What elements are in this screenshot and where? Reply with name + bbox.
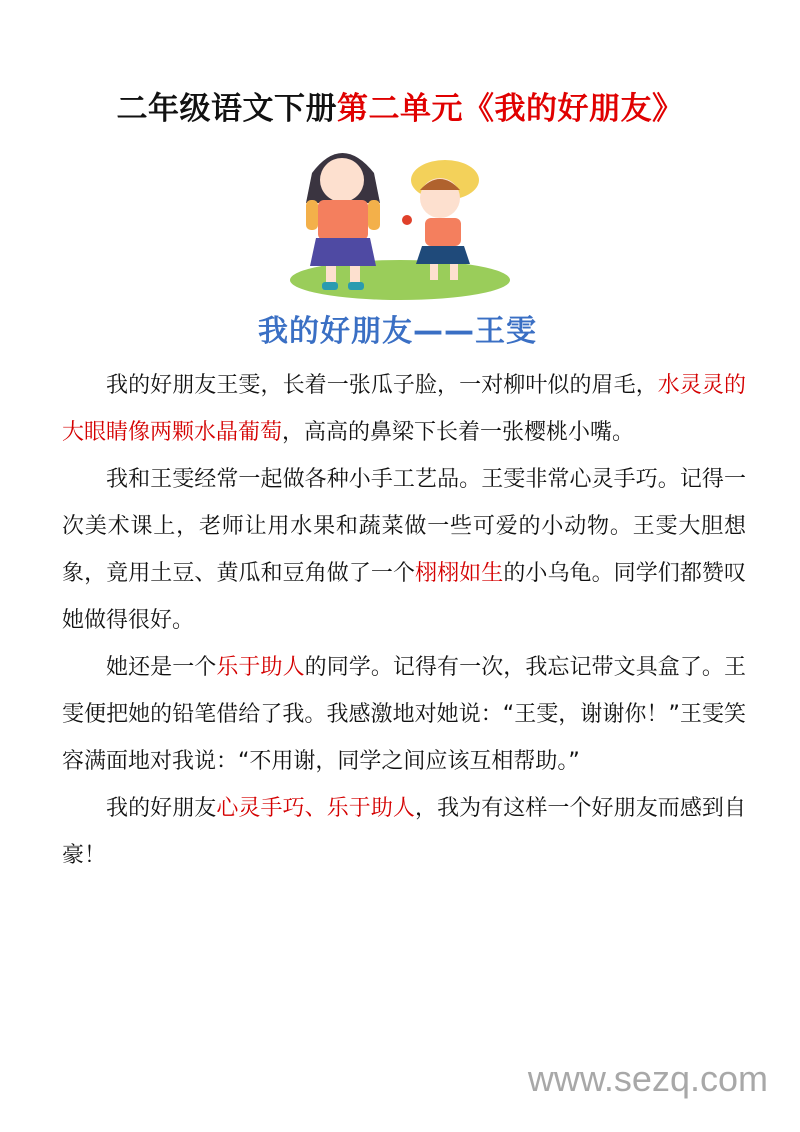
essay-body: [62, 362, 746, 879]
text-segment: 我和王雯经常一起做各种小手工艺品。王雯非常心灵手巧。记得一次美术课上，老师让用水果和蔬菜做一些可爱的小动物。王雯大胆想象，竟用土豆、黄瓜和豆角做了一个: [62, 467, 746, 586]
text-segment: 我的好朋友王雯，长着一张瓜子脸，一对柳叶似的眉毛，: [106, 373, 658, 398]
paragraph-helpful: [62, 644, 746, 785]
title-unit: 第二单元《我的好朋友》: [337, 90, 684, 127]
paragraph-handicraft: [62, 456, 746, 644]
text-segment: 她还是一个: [106, 655, 217, 680]
highlight-segment: 心灵手巧、乐于助人: [216, 796, 415, 821]
highlight-segment: 乐于助人: [216, 655, 305, 680]
page-title: [0, 83, 800, 128]
highlight-segment: 栩栩如生: [415, 561, 504, 586]
paragraph-appearance: [62, 362, 746, 456]
illustration: [200, 128, 595, 350]
text-segment: 的同学。记得有一次，我忘记带文具盒了。王雯便把她的铅笔借给了我。我感激地对她说：“王雯，谢谢你！”王雯笑容满面地对我说：“不用谢，同学之间应该互相帮助。”: [62, 655, 746, 774]
text-segment: ，高高的鼻梁下长着一张樱桃小嘴。: [282, 420, 635, 445]
highlight-segment: 水灵灵的大眼睛像两颗水晶葡萄: [62, 373, 746, 445]
text-segment: 的小乌龟。同学们都赞叹她做得很好。: [62, 561, 746, 633]
text-segment: 我的好朋友: [106, 796, 217, 821]
text-segment: ，我为有这样一个好朋友而感到自豪！: [62, 796, 746, 868]
title-grade: 二年级语文下册: [116, 90, 337, 127]
two-girls-illustration: [200, 128, 595, 303]
watermark: www.sezq.com: [527, 1058, 768, 1099]
paragraph-conclusion: [62, 785, 746, 879]
figure-caption: 我的好朋友——王雯: [258, 314, 537, 349]
